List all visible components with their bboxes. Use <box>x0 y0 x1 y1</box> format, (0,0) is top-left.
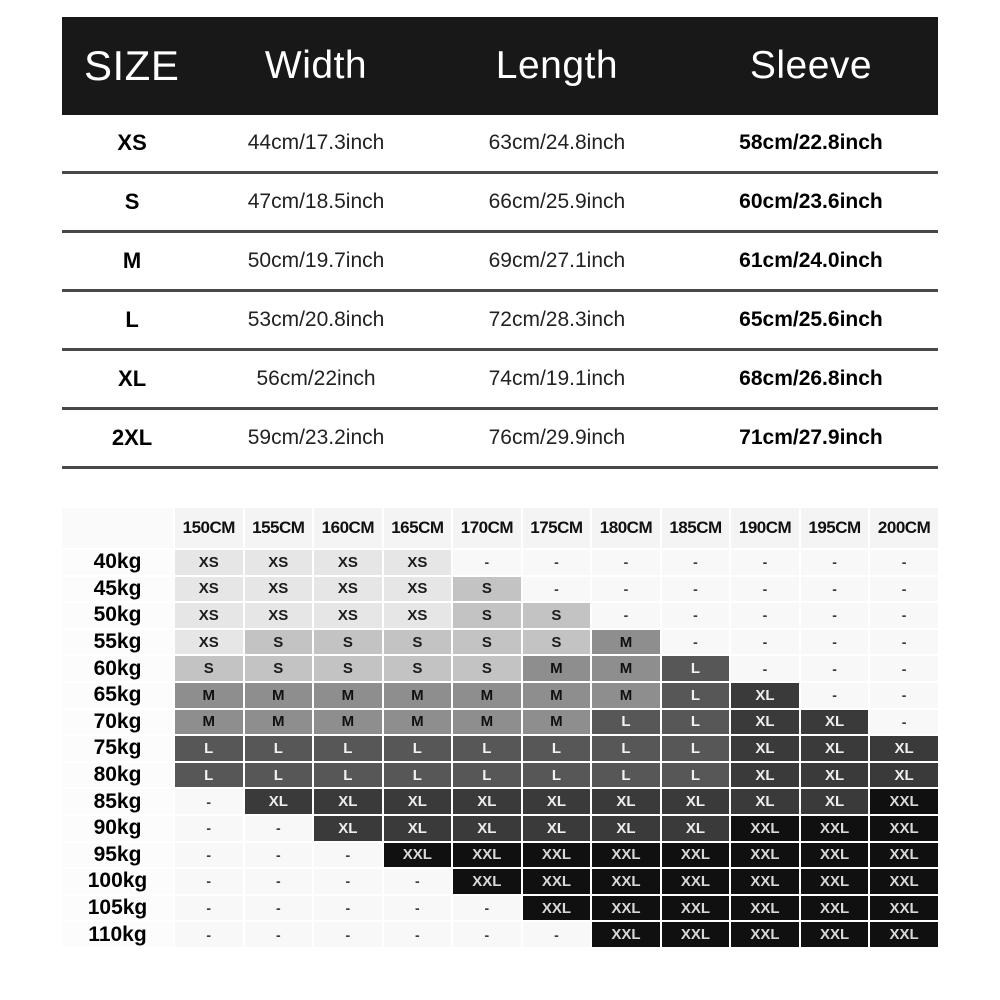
matrix-cell-empty: - <box>800 549 870 576</box>
size-row-l <box>62 292 938 351</box>
matrix-cell-size: XXL <box>661 895 731 922</box>
size-row-2xl <box>62 410 938 469</box>
size-label: L <box>125 307 139 332</box>
matrix-cell-size: XL <box>452 815 522 842</box>
weight-label-95kg: 95kg <box>61 842 174 869</box>
matrix-cell-size: XXL <box>869 842 939 869</box>
matrix-cell-size: XL <box>383 815 453 842</box>
matrix-cell-empty: - <box>522 921 592 948</box>
matrix-cell-empty: - <box>383 868 453 895</box>
matrix-cell-size: XXL <box>661 868 731 895</box>
matrix-cell-size: S <box>522 629 592 656</box>
matrix-cell-size: M <box>313 709 383 736</box>
matrix-cell-size: XL <box>869 762 939 789</box>
size-label: 2XL <box>111 425 153 450</box>
matrix-cell-size: XXL <box>591 842 661 869</box>
matrix-cell-empty: - <box>661 576 731 603</box>
matrix-cell-size: XL <box>522 788 592 815</box>
matrix-cell-empty: - <box>313 842 383 869</box>
width-value: 53cm/20.8inch <box>247 308 385 331</box>
matrix-row-60kg <box>61 655 939 682</box>
matrix-cell-size: L <box>661 735 731 762</box>
height-header-155cm: 155CM <box>244 507 314 549</box>
matrix-cell-size: XXL <box>661 921 731 948</box>
length-value: 72cm/28.3inch <box>488 308 626 331</box>
matrix-cell-size: XL <box>730 735 800 762</box>
matrix-cell-size: M <box>452 682 522 709</box>
matrix-cell-size: M <box>313 682 383 709</box>
matrix-cell-size: XXL <box>661 842 731 869</box>
weight-label-70kg: 70kg <box>61 709 174 736</box>
matrix-corner-cell <box>61 507 174 549</box>
weight-label-90kg: 90kg <box>61 815 174 842</box>
matrix-cell-size: L <box>522 735 592 762</box>
weight-label-75kg: 75kg <box>61 735 174 762</box>
matrix-cell-size: M <box>591 655 661 682</box>
weight-label-100kg: 100kg <box>61 868 174 895</box>
column-header-width: Width <box>264 44 368 87</box>
matrix-cell-size: XXL <box>800 921 870 948</box>
matrix-cell-size: XXL <box>869 815 939 842</box>
matrix-cell-size: XL <box>591 815 661 842</box>
matrix-cell-size: XXL <box>383 842 453 869</box>
matrix-cell-empty: - <box>869 602 939 629</box>
height-header-165cm: 165CM <box>383 507 453 549</box>
matrix-cell-size: L <box>591 735 661 762</box>
matrix-cell-size: XS <box>313 549 383 576</box>
matrix-cell-empty: - <box>244 921 314 948</box>
matrix-cell-size: XS <box>383 576 453 603</box>
matrix-cell-size: XL <box>313 788 383 815</box>
height-header-180cm: 180CM <box>591 507 661 549</box>
column-header-length: Length <box>495 44 619 87</box>
matrix-cell-size: M <box>383 709 453 736</box>
matrix-cell-size: S <box>174 655 244 682</box>
matrix-cell-size: M <box>244 709 314 736</box>
size-label: M <box>122 248 142 273</box>
size-row-s <box>62 174 938 233</box>
matrix-cell-empty: - <box>591 602 661 629</box>
matrix-cell-size: XS <box>174 576 244 603</box>
weight-label-85kg: 85kg <box>61 788 174 815</box>
matrix-cell-size: M <box>452 709 522 736</box>
sleeve-value: 60cm/23.6inch <box>739 190 883 213</box>
column-header-sleeve: Sleeve <box>749 44 873 87</box>
size-row-xl <box>62 351 938 410</box>
matrix-row-95kg <box>61 842 939 869</box>
matrix-cell-size: L <box>661 709 731 736</box>
matrix-cell-empty: - <box>800 682 870 709</box>
matrix-cell-size: L <box>244 735 314 762</box>
matrix-cell-empty: - <box>591 576 661 603</box>
size-label: XL <box>118 366 147 391</box>
matrix-cell-size: L <box>313 735 383 762</box>
matrix-cell-size: XL <box>800 709 870 736</box>
matrix-cell-empty: - <box>244 868 314 895</box>
matrix-cell-size: XXL <box>591 921 661 948</box>
matrix-row-80kg <box>61 762 939 789</box>
size-table-header-bar <box>62 17 938 115</box>
matrix-cell-size: XXL <box>522 842 592 869</box>
matrix-cell-size: M <box>174 682 244 709</box>
matrix-cell-size: XXL <box>730 868 800 895</box>
matrix-cell-empty: - <box>313 895 383 922</box>
matrix-cell-size: XL <box>730 788 800 815</box>
matrix-cell-size: XXL <box>869 868 939 895</box>
matrix-cell-size: XL <box>800 788 870 815</box>
matrix-cell-size: XS <box>174 629 244 656</box>
matrix-cell-size: XXL <box>869 788 939 815</box>
width-value: 59cm/23.2inch <box>247 426 385 449</box>
matrix-row-50kg <box>61 602 939 629</box>
height-header-190cm: 190CM <box>730 507 800 549</box>
sleeve-value: 65cm/25.6inch <box>739 308 883 331</box>
height-weight-matrix <box>60 506 938 949</box>
matrix-cell-size: XXL <box>869 921 939 948</box>
matrix-cell-empty: - <box>244 842 314 869</box>
matrix-cell-size: XL <box>730 709 800 736</box>
matrix-cell-size: S <box>522 602 592 629</box>
matrix-cell-size: XXL <box>522 868 592 895</box>
width-value: 56cm/22inch <box>256 367 376 390</box>
matrix-cell-empty: - <box>174 842 244 869</box>
weight-label-65kg: 65kg <box>61 682 174 709</box>
size-row-xs <box>62 115 938 174</box>
matrix-cell-size: XS <box>174 602 244 629</box>
matrix-cell-empty: - <box>522 576 592 603</box>
matrix-cell-empty: - <box>869 576 939 603</box>
matrix-cell-size: XS <box>244 549 314 576</box>
sleeve-value: 58cm/22.8inch <box>739 131 883 154</box>
matrix-cell-empty: - <box>452 895 522 922</box>
matrix-cell-size: XL <box>452 788 522 815</box>
matrix-cell-empty: - <box>244 815 314 842</box>
matrix-cell-empty: - <box>730 576 800 603</box>
matrix-cell-size: L <box>452 762 522 789</box>
matrix-cell-size: M <box>383 682 453 709</box>
sleeve-value: 71cm/27.9inch <box>739 426 883 449</box>
matrix-cell-size: XXL <box>730 895 800 922</box>
matrix-cell-size: XS <box>244 576 314 603</box>
matrix-cell-size: M <box>522 655 592 682</box>
matrix-cell-size: XS <box>174 549 244 576</box>
matrix-cell-size: S <box>452 602 522 629</box>
width-value: 47cm/18.5inch <box>247 190 385 213</box>
matrix-cell-empty: - <box>800 602 870 629</box>
matrix-cell-size: L <box>522 762 592 789</box>
matrix-cell-size: L <box>174 762 244 789</box>
matrix-header-row <box>61 507 939 549</box>
matrix-cell-size: M <box>522 709 592 736</box>
height-header-160cm: 160CM <box>313 507 383 549</box>
weight-label-110kg: 110kg <box>61 921 174 948</box>
matrix-cell-empty: - <box>383 895 453 922</box>
matrix-row-105kg <box>61 895 939 922</box>
height-header-175cm: 175CM <box>522 507 592 549</box>
width-value: 44cm/17.3inch <box>247 131 385 154</box>
matrix-cell-size: S <box>244 629 314 656</box>
matrix-cell-empty: - <box>174 815 244 842</box>
matrix-cell-size: XXL <box>452 842 522 869</box>
matrix-cell-size: L <box>591 709 661 736</box>
matrix-cell-size: XXL <box>591 895 661 922</box>
matrix-cell-size: XL <box>383 788 453 815</box>
length-value: 63cm/24.8inch <box>488 131 626 154</box>
matrix-cell-empty: - <box>244 895 314 922</box>
matrix-cell-empty: - <box>383 921 453 948</box>
matrix-cell-empty: - <box>730 629 800 656</box>
matrix-row-45kg <box>61 576 939 603</box>
matrix-cell-empty: - <box>869 682 939 709</box>
matrix-cell-size: XXL <box>730 842 800 869</box>
matrix-cell-size: XL <box>730 682 800 709</box>
matrix-cell-empty: - <box>313 921 383 948</box>
matrix-cell-empty: - <box>661 629 731 656</box>
matrix-row-55kg <box>61 629 939 656</box>
matrix-cell-size: L <box>661 762 731 789</box>
matrix-cell-size: S <box>244 655 314 682</box>
height-header-150cm: 150CM <box>174 507 244 549</box>
matrix-cell-empty: - <box>800 629 870 656</box>
matrix-cell-size: XL <box>522 815 592 842</box>
matrix-cell-size: M <box>244 682 314 709</box>
matrix-cell-empty: - <box>174 868 244 895</box>
matrix-cell-size: L <box>591 762 661 789</box>
matrix-cell-size: XL <box>661 788 731 815</box>
matrix-cell-size: L <box>313 762 383 789</box>
matrix-cell-size: L <box>452 735 522 762</box>
weight-label-40kg: 40kg <box>61 549 174 576</box>
matrix-cell-empty: - <box>452 549 522 576</box>
matrix-cell-size: XL <box>869 735 939 762</box>
matrix-cell-size: XS <box>383 602 453 629</box>
matrix-row-40kg <box>61 549 939 576</box>
matrix-cell-size: S <box>383 629 453 656</box>
matrix-cell-empty: - <box>800 576 870 603</box>
height-weight-table <box>60 506 940 949</box>
length-value: 66cm/25.9inch <box>488 190 626 213</box>
size-table-body <box>62 115 938 469</box>
weight-label-80kg: 80kg <box>61 762 174 789</box>
matrix-cell-size: XL <box>800 735 870 762</box>
weight-label-50kg: 50kg <box>61 602 174 629</box>
matrix-cell-size: L <box>383 762 453 789</box>
matrix-cell-size: XXL <box>800 868 870 895</box>
matrix-cell-empty: - <box>313 868 383 895</box>
matrix-cell-size: S <box>313 629 383 656</box>
width-value: 50cm/19.7inch <box>247 249 385 272</box>
weight-label-55kg: 55kg <box>61 629 174 656</box>
matrix-cell-empty: - <box>730 549 800 576</box>
matrix-cell-size: S <box>452 629 522 656</box>
matrix-cell-empty: - <box>174 788 244 815</box>
matrix-cell-size: XXL <box>730 815 800 842</box>
matrix-cell-empty: - <box>661 549 731 576</box>
matrix-cell-size: M <box>591 682 661 709</box>
matrix-cell-size: L <box>661 682 731 709</box>
matrix-row-70kg <box>61 709 939 736</box>
matrix-cell-size: XXL <box>800 815 870 842</box>
matrix-cell-size: XL <box>591 788 661 815</box>
length-value: 69cm/27.1inch <box>488 249 626 272</box>
length-value: 76cm/29.9inch <box>488 426 626 449</box>
matrix-cell-empty: - <box>730 602 800 629</box>
matrix-cell-empty: - <box>869 655 939 682</box>
matrix-cell-empty: - <box>869 709 939 736</box>
matrix-cell-size: M <box>174 709 244 736</box>
matrix-cell-empty: - <box>869 549 939 576</box>
matrix-cell-size: XXL <box>522 895 592 922</box>
matrix-cell-size: L <box>661 655 731 682</box>
matrix-cell-size: XS <box>313 602 383 629</box>
height-header-200cm: 200CM <box>869 507 939 549</box>
matrix-cell-size: M <box>522 682 592 709</box>
matrix-cell-size: XL <box>313 815 383 842</box>
matrix-row-65kg <box>61 682 939 709</box>
matrix-row-100kg <box>61 868 939 895</box>
size-label: S <box>124 189 140 214</box>
matrix-cell-size: XS <box>313 576 383 603</box>
column-header-size: SIZE <box>84 42 180 89</box>
matrix-cell-empty: - <box>452 921 522 948</box>
size-measurements-table <box>62 17 938 469</box>
matrix-cell-empty: - <box>174 895 244 922</box>
weight-label-45kg: 45kg <box>61 576 174 603</box>
matrix-row-75kg <box>61 735 939 762</box>
matrix-row-85kg <box>61 788 939 815</box>
matrix-cell-empty: - <box>661 602 731 629</box>
matrix-cell-size: XXL <box>452 868 522 895</box>
matrix-cell-size: XS <box>244 602 314 629</box>
matrix-cell-size: S <box>313 655 383 682</box>
matrix-cell-size: XL <box>661 815 731 842</box>
matrix-cell-size: XXL <box>591 868 661 895</box>
matrix-cell-size: L <box>244 762 314 789</box>
matrix-cell-empty: - <box>522 549 592 576</box>
weight-label-60kg: 60kg <box>61 655 174 682</box>
matrix-cell-empty: - <box>730 655 800 682</box>
matrix-cell-size: S <box>452 576 522 603</box>
matrix-cell-size: XXL <box>869 895 939 922</box>
matrix-cell-empty: - <box>800 655 870 682</box>
matrix-cell-size: XL <box>800 762 870 789</box>
size-label: XS <box>117 130 147 155</box>
matrix-cell-size: XL <box>730 762 800 789</box>
height-header-170cm: 170CM <box>452 507 522 549</box>
matrix-cell-size: M <box>591 629 661 656</box>
sleeve-value: 68cm/26.8inch <box>739 367 883 390</box>
matrix-cell-empty: - <box>174 921 244 948</box>
matrix-row-90kg <box>61 815 939 842</box>
matrix-cell-empty: - <box>591 549 661 576</box>
matrix-cell-size: S <box>383 655 453 682</box>
sleeve-value: 61cm/24.0inch <box>739 249 883 272</box>
matrix-cell-size: XL <box>244 788 314 815</box>
matrix-cell-size: XXL <box>800 842 870 869</box>
matrix-cell-empty: - <box>869 629 939 656</box>
matrix-cell-size: XXL <box>730 921 800 948</box>
matrix-row-110kg <box>61 921 939 948</box>
height-header-195cm: 195CM <box>800 507 870 549</box>
length-value: 74cm/19.1inch <box>488 367 626 390</box>
matrix-cell-size: L <box>174 735 244 762</box>
matrix-cell-size: XS <box>383 549 453 576</box>
matrix-cell-size: L <box>383 735 453 762</box>
height-header-185cm: 185CM <box>661 507 731 549</box>
matrix-cell-size: XXL <box>800 895 870 922</box>
weight-label-105kg: 105kg <box>61 895 174 922</box>
matrix-cell-size: S <box>452 655 522 682</box>
size-row-m <box>62 233 938 292</box>
